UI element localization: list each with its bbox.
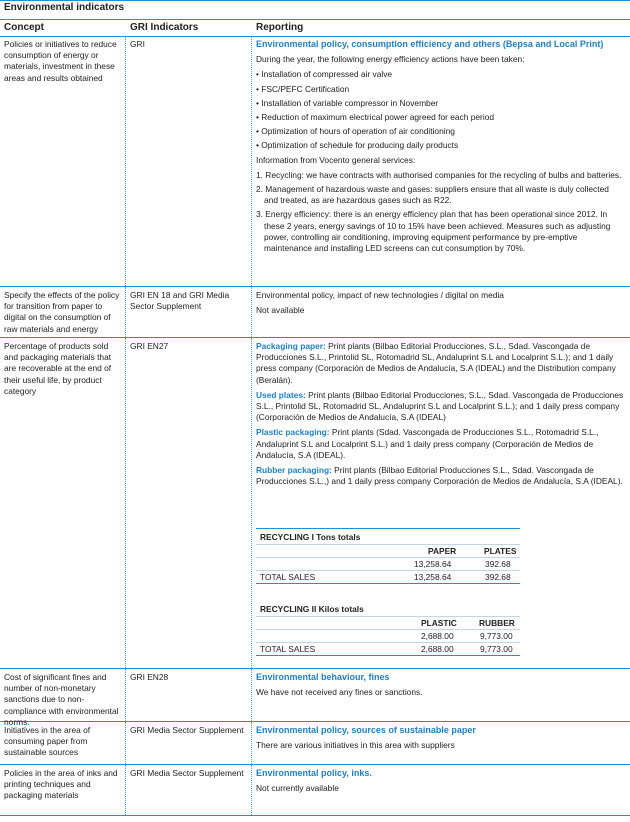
gri-cell: GRI EN27 <box>130 341 169 351</box>
table-row: TOTAL SALES 2,688.00 9,773.00 <box>256 642 520 656</box>
reporting-text: We have not received any fines or sanctions. <box>256 687 423 698</box>
reporting-cell <box>256 39 624 257</box>
table-header <box>0 19 630 37</box>
numbered-item: 3. Energy efficiency: there is an energy efficiency plan that has been operational since 2012. In these 2 years, energy savings of 10 to 15% have been achieved. Measures such as adjusting power, controlling air conditioning, improving equipment performance by pre-emptive maintenance and installing LED screens can cut consumption by 70%. <box>256 209 611 254</box>
gri-cell: GRI Media Sector Supplement <box>130 768 244 778</box>
reporting-intro: During the year, the following energy efficiency actions have been taken: <box>256 54 525 65</box>
table-row <box>0 287 630 338</box>
reporting-cell <box>256 341 624 491</box>
packaging-paper-para: Packaging paper: Print plants (Bilbao Editorial Producciones, S.L., Sdad. Vascongada de Producciones S.L., Printolid SL, Rotomadrid SL, Andaluprint S.L and Localprint S.L.); and 1 daily press company (Corporación de Medios de Andalucía, S.A (IDEAL) and the Distribution company (Beralán). <box>256 341 616 385</box>
gri-cell: GRI EN28 <box>130 672 169 682</box>
table-row <box>0 765 630 816</box>
reporting-title: Environmental policy, consumption efficiency and others (Bepsa and Local Print) <box>256 39 604 49</box>
rubber-packaging-para: Rubber packaging: Print plants (Bilbao Editorial Producciones S.L., Sdad. Vascongada de Producciones S.L.,) and 1 daily press company Corporación de Medios de Andalucía, S.A (IDEAL). <box>256 465 623 487</box>
header-concept: Concept <box>4 22 44 33</box>
concept-cell: Specify the effects of the policy for transition from paper to digital on the consumption of raw materials and energy <box>4 290 120 334</box>
concept-cell: Cost of significant fines and number of non-monetary sanctions due to non-compliance with environmental norms. <box>4 672 119 727</box>
concept-cell: Policies in the area of inks and printing techniques and packaging materials <box>4 768 118 801</box>
reporting-line: Environmental policy, impact of new technologies / digital on media <box>256 290 504 300</box>
reporting-cell <box>256 672 624 702</box>
reporting-info: Information from Vocento general services: <box>256 154 416 165</box>
top-rule <box>0 0 630 1</box>
reporting-line: Not available <box>256 305 305 316</box>
reporting-title: Environmental behaviour, fines <box>256 672 390 682</box>
table-row: 13,258.64 392.68 <box>256 557 520 570</box>
bullet-item: • Installation of variable compressor in November <box>256 97 439 108</box>
reporting-title: Environmental policy, sources of sustainable paper <box>256 725 476 735</box>
reporting-text: There are various initiatives in this area with suppliers <box>256 740 455 751</box>
reporting-cell <box>256 768 624 798</box>
table-header-row: PAPER PLATES <box>256 544 520 557</box>
section-title: Environmental indicators <box>4 2 125 13</box>
recycling-table-title: RECYCLING II Kilos totals <box>260 604 364 614</box>
header-reporting: Reporting <box>256 22 304 33</box>
table-row <box>0 36 630 287</box>
recycling-table-title: RECYCLING I Tons totals <box>260 532 361 542</box>
recycling-table-1 <box>256 528 520 584</box>
concept-cell: Percentage of products sold and packaging materials that are recoverable at the end of their useful life, by product category <box>4 341 112 396</box>
reporting-text: Not currently available <box>256 783 339 794</box>
numbered-item: 1. Recycling: we have contracts with authorised companies for the recycling of bulbs and batteries. <box>256 169 622 180</box>
bullet-item: • Installation of compressed air valve <box>256 69 393 80</box>
table-row <box>0 722 630 765</box>
gri-cell: GRI Media Sector Supplement <box>130 725 244 735</box>
reporting-cell <box>256 290 624 320</box>
numbered-item: 2. Management of hazardous waste and gases: suppliers ensure that all waste is duly collected and treated, as are hazardous gases such as R22. <box>256 184 609 206</box>
header-gri: GRI Indicators <box>130 22 199 33</box>
bullet-item: • FSC/PEFC Certification <box>256 83 350 94</box>
plastic-packaging-para: Plastic packaging: Print plants (Sdad. Vascongada de Producciones S.L., Rotomadrid S.L., Andaluprint S.L and Localprint S.L.) and 1 daily press company (Corporación de Medios de Andalucía, S.A (IDEAL). <box>256 427 599 460</box>
table-row: 2,688.00 9,773.00 <box>256 629 520 642</box>
bullet-item: • Optimization of hours of operation of air conditioning <box>256 126 455 137</box>
bullet-item: • Reduction of maximum electrical power agreed for each period <box>256 112 495 123</box>
reporting-cell <box>256 725 624 755</box>
concept-cell: Initiatives in the area of consuming paper from sustainable sources <box>4 725 91 758</box>
table-row <box>0 338 630 669</box>
recycling-table-2 <box>256 601 520 656</box>
gri-cell: GRI <box>130 39 145 49</box>
gri-cell: GRI EN 18 and GRI Media Sector Supplement <box>130 290 230 312</box>
table-header-row: PLASTIC RUBBER <box>256 616 520 629</box>
concept-cell: Policies or initiatives to reduce consumption of energy or materials, investment in these areas and results obtained <box>4 39 117 83</box>
bullet-item: • Optimization of schedule for producing daily products <box>256 140 459 151</box>
table-row <box>0 669 630 727</box>
reporting-title: Environmental policy, inks. <box>256 768 372 778</box>
used-plates-para: Used plates: Print plants (Bilbao Editorial Producciones, S.L., Sdad. Vascongada de Producciones S.L., Printolid SL, Rotomadrid SL, Andaluprint S.L and Localprint S.L.); and 1 daily press company (Corporación de Medios de Andalucía, S.A (IDEAL) <box>256 389 624 423</box>
table-row: TOTAL SALES 13,258.64 392.68 <box>256 570 520 584</box>
